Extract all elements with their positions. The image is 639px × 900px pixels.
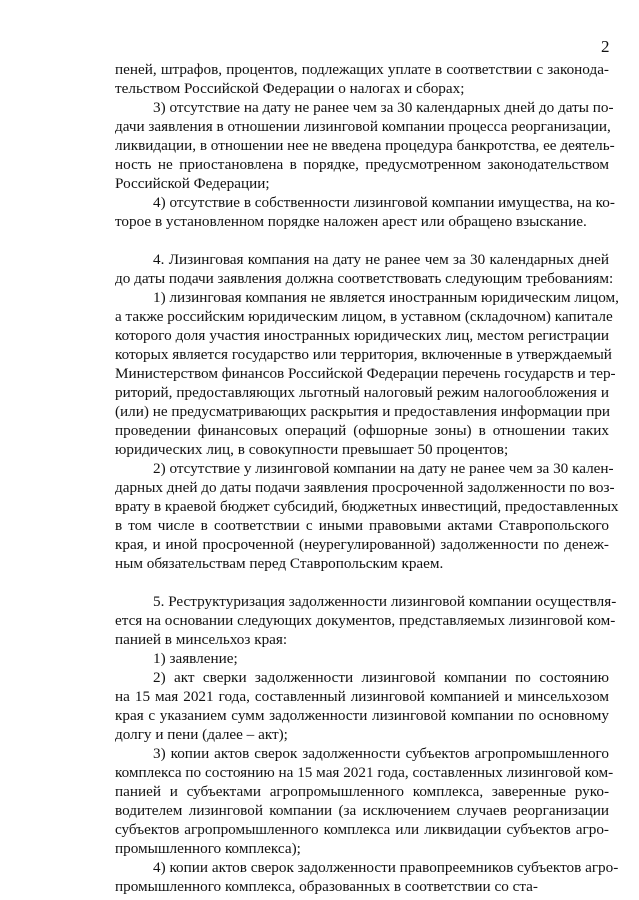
- page-number: 2: [601, 37, 610, 56]
- text-line: 1) заявление;: [153, 650, 238, 667]
- text-line: торое в установленном порядке наложен арест или обращено взыскание.: [115, 213, 587, 230]
- paragraph-spacer: [115, 573, 609, 592]
- text-line: ликвидации, в отношении нее не введена процедура банкротства, ее деятель-: [115, 137, 615, 154]
- text-line: ным обязательствам перед Ставропольским краем.: [115, 555, 444, 572]
- text-line: Российской Федерации;: [115, 175, 270, 192]
- text-line: тельством Российской Федерации о налогах и сборах;: [115, 80, 465, 97]
- text-line: водителем лизинговой компании (за исключением случаев реорганизации: [115, 802, 609, 819]
- text-line: 5. Реструктуризация задолженности лизинговой компании осуществля-: [153, 593, 617, 610]
- text-line: края с указанием сумм задолженности лизинговой компании по основному: [115, 707, 609, 724]
- text-line: края, и иной просроченной (неурегулированной) задолженности по денеж-: [115, 536, 609, 553]
- paragraph: [115, 459, 619, 573]
- text-line: субъектов агропромышленного комплекса или ликвидации субъектов агро-: [115, 821, 609, 838]
- text-line: комплекса по состоянию на 15 мая 2021 года, составленных лизинговой ком-: [115, 764, 614, 781]
- paragraph: [115, 193, 615, 231]
- text-line: панией и субъектами агропромышленного комплекса, заверенные руко-: [115, 783, 609, 800]
- text-line: 2) акт сверки задолженности лизинговой компании по состоянию: [153, 669, 609, 686]
- text-line: а также российским юридическим лицом, в уставном (складочном) капитале: [115, 308, 613, 325]
- text-line: пеней, штрафов, процентов, подлежащих уплате в соответствии с законода-: [115, 61, 609, 78]
- text-line: 1) лизинговая компания не является иностранным юридическим лицом,: [153, 289, 619, 306]
- text-line: 3) отсутствие на дату не ранее чем за 30 календарных дней до даты по-: [153, 99, 614, 116]
- text-line: до даты подачи заявления должна соответствовать следующим требованиям:: [115, 270, 614, 287]
- text-line: Министерством финансов Российской Федерации перечень государств и тер-: [115, 365, 616, 382]
- text-line: дарных дней до даты подачи заявления просроченной задолженности по воз-: [115, 479, 615, 496]
- paragraph: [115, 668, 609, 744]
- text-line: врату в краевой бюджет субсидий, бюджетных инвестиций, предоставленных: [115, 498, 619, 515]
- text-line: которого доля участия иностранных юридических лиц, местом регистрации: [115, 327, 609, 344]
- text-line: в том числе в соответствии с иными правовыми актами Ставропольского: [115, 517, 609, 534]
- text-line: панией в минсельхоз края:: [115, 631, 288, 648]
- text-line: долгу и пени (далее – акт);: [115, 726, 288, 743]
- text-line: риторий, предоставляющих льготный налоговый режим налогообложения и: [115, 384, 609, 401]
- paragraph-spacer: [115, 231, 609, 250]
- document-body: [115, 60, 619, 896]
- text-line: 3) копии актов сверок задолженности субъектов агропромышленного: [153, 745, 609, 762]
- paragraph: [115, 250, 614, 288]
- text-line: ность не приостановлена в порядке, предусмотренном законодательством: [115, 156, 609, 173]
- text-line: проведении финансовых операций (офшорные зоны) в отношении таких: [115, 422, 609, 439]
- text-line: промышленного комплекса);: [115, 840, 301, 857]
- text-line: промышленного комплекса, образованных в соответствии со ста-: [115, 878, 538, 895]
- text-line: 4. Лизинговая компания на дату не ранее чем за 30 календарных дней: [153, 251, 609, 268]
- text-line: 2) отсутствие у лизинговой компании на дату не ранее чем за 30 кален-: [153, 460, 614, 477]
- paragraph: [115, 858, 619, 896]
- paragraph: [115, 744, 614, 858]
- paragraph: [115, 592, 617, 649]
- text-line: (или) не предусматривающих раскрытия и предоставления информации при: [115, 403, 611, 420]
- text-line: ется на основании следующих документов, представляемых лизинговой ком-: [115, 612, 616, 629]
- paragraph: [115, 649, 609, 668]
- text-line: которых является государство или территория, включенные в утверждаемый: [115, 346, 612, 363]
- paragraph: [115, 288, 619, 459]
- paragraph: [115, 98, 615, 193]
- paragraph: [115, 60, 609, 98]
- text-line: 4) копии актов сверок задолженности правопреемников субъектов агро-: [153, 859, 619, 876]
- text-line: 4) отсутствие в собственности лизинговой компании имущества, на ко-: [153, 194, 615, 211]
- text-line: юридических лиц, в совокупности превышает 50 процентов;: [115, 441, 509, 458]
- text-line: дачи заявления в отношении лизинговой компании процесса реорганизации,: [115, 118, 611, 135]
- text-line: на 15 мая 2021 года, составленный лизинговой компанией и минсельхозом: [115, 688, 609, 705]
